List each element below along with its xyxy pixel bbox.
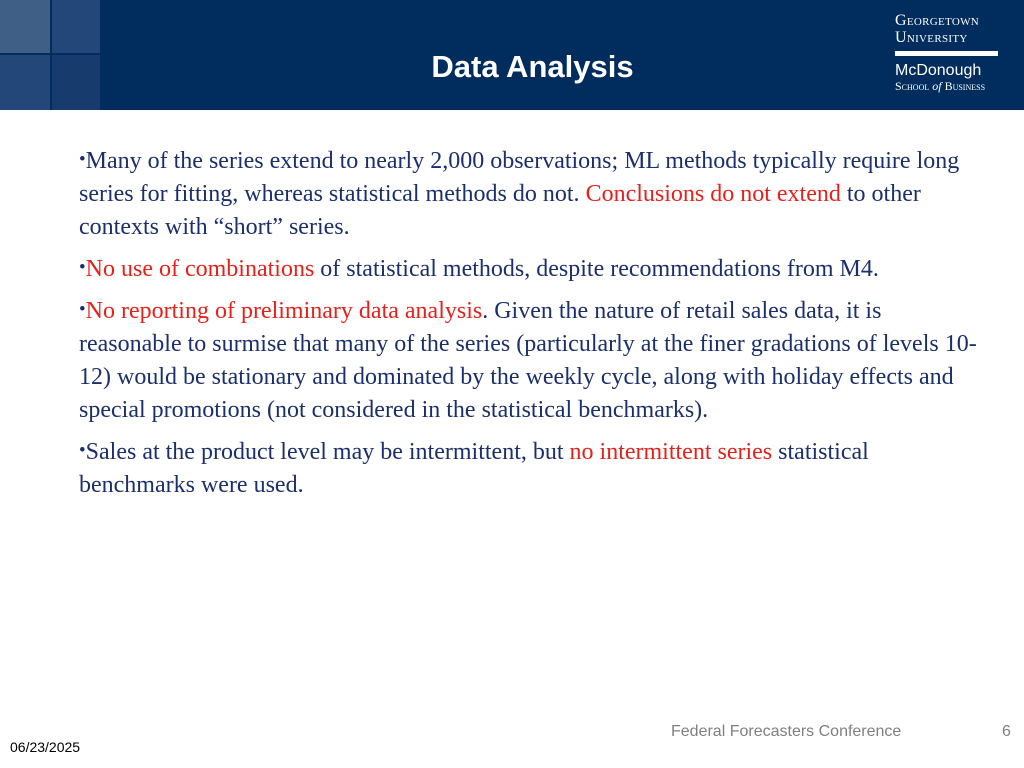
footer-conference: Federal Forecasters Conference	[671, 723, 902, 740]
slide-body	[79, 143, 984, 509]
bullet-text: of statistical methods, despite recommendations from M4.	[314, 256, 879, 282]
bullet-item	[79, 293, 984, 427]
bullet-dot-icon: •	[79, 149, 86, 170]
bullet-text: . Given the nature of retail sales data, it is reasonable to surmise that many of the series (particularly at the finer gradations of levels 10-12) would be stationary and dominated by the weekly cycle, along with holiday effects and special promotions (not considered in the statistical benchmarks).	[79, 298, 977, 423]
bullet-item	[79, 251, 984, 286]
bullet-text: Sales at the product level may be intermittent, but	[85, 439, 570, 465]
logo-line-university: University	[895, 29, 968, 46]
decor-square	[52, 55, 100, 110]
bullet-item	[79, 143, 984, 244]
bullet-highlight: No reporting of preliminary data analysis	[85, 298, 483, 324]
bullet-dot-icon: •	[79, 299, 86, 320]
slide-title: Data Analysis	[431, 49, 634, 84]
logo-school-word: School	[895, 79, 933, 93]
georgetown-mcdonough-logo	[895, 12, 1010, 94]
bullet-item	[79, 434, 984, 502]
footer-date: 06/23/2025	[10, 739, 81, 755]
slide-header	[0, 0, 1024, 110]
decor-square	[0, 0, 50, 53]
bullet-highlight: no intermittent series	[569, 439, 773, 465]
logo-divider	[895, 51, 998, 56]
bullet-dot-icon: •	[79, 257, 86, 278]
decor-square	[52, 0, 100, 53]
logo-line-school	[895, 79, 1010, 94]
logo-business-word: Business	[941, 79, 986, 93]
bullet-dot-icon: •	[79, 440, 86, 461]
bullet-text: Many of the series extend to nearly 2,000 observations; ML methods typically require long series for fitting, whereas statistical methods do not.	[79, 148, 960, 207]
bullet-text: statistical benchmarks were used.	[79, 439, 869, 498]
slide-number: 6	[1002, 723, 1011, 740]
logo-line-mcdonough: McDonough	[895, 62, 982, 79]
decor-square	[0, 55, 50, 110]
bullet-text: to other contexts with “short” series.	[79, 181, 921, 240]
bullet-highlight: Conclusions do not extend	[585, 181, 841, 207]
logo-of-word: of	[932, 79, 942, 93]
bullet-highlight: No use of combinations	[85, 256, 315, 282]
logo-line-georgetown: Georgetown	[895, 12, 980, 29]
